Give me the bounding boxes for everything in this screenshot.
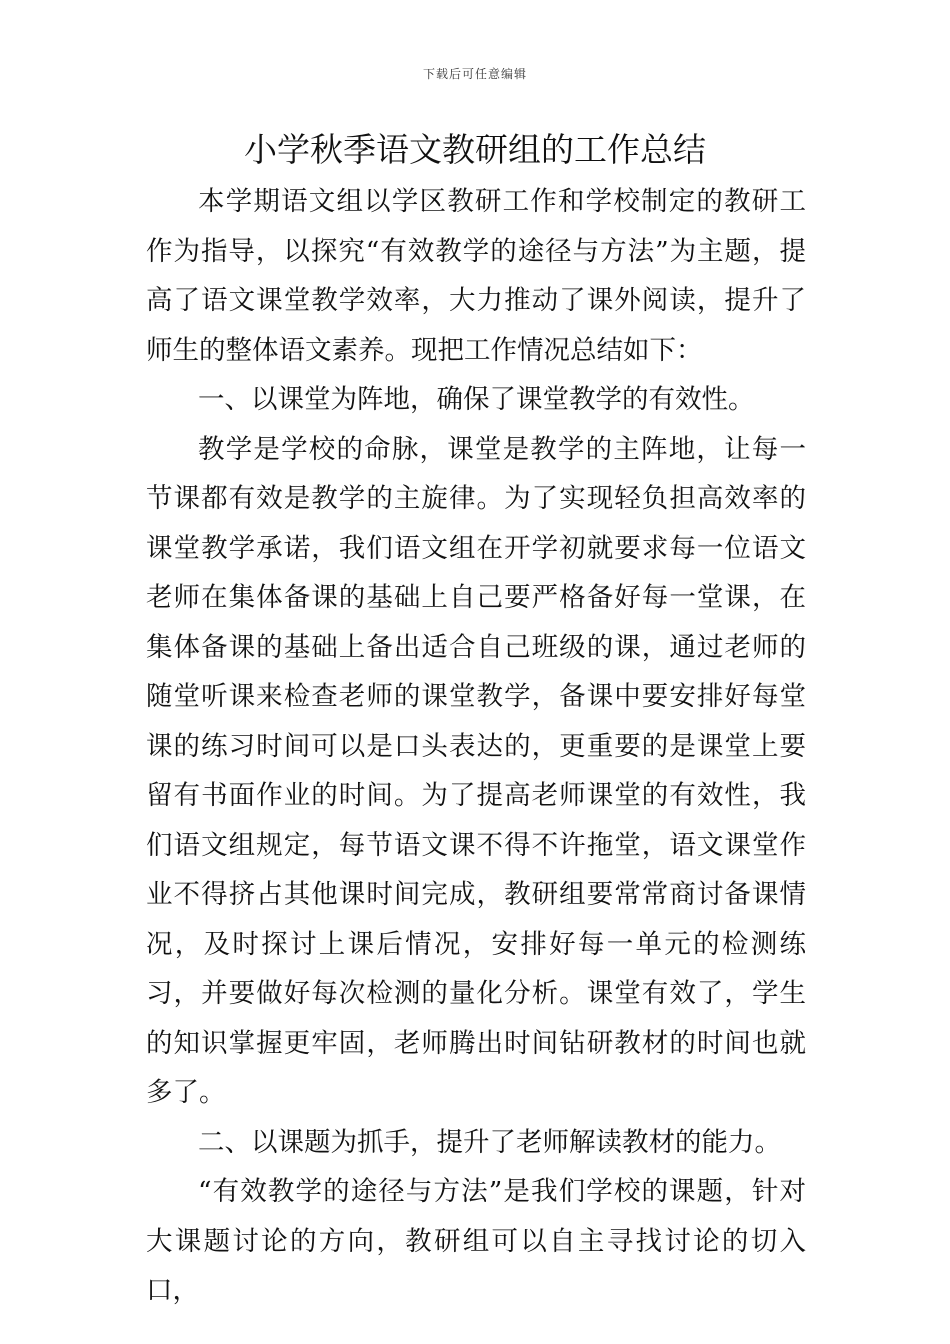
section-1-heading: 一、以课堂为阵地，确保了课堂教学的有效性。 bbox=[198, 384, 755, 415]
section-2-heading: 二、以课题为抓手，提升了老师解读教材的能力。 bbox=[198, 1126, 781, 1158]
section-2-paragraph: “有效教学的途径与方法”是我们学校的课题，针对大课题讨论的方向，教研组可以自主寻找讨论的切入口， bbox=[146, 1176, 806, 1306]
header-note: 下载后可任意编辑 bbox=[422, 67, 527, 81]
section-1-paragraph: 教学是学校的命脉，课堂是教学的主阵地，让每一节课都有效是教学的主旋律。为了实现轻负担高效率的课堂教学承诺，我们语文组在开学初就要求每一位语文老师在集体备课的基础上自己要严格备好每一堂课，在集体备课的基础上备出适合自己班级的课，通过老师的随堂听课来检查老师的课堂教学，备课中要安排好每堂课的练习时间可以是口头表达的，更重要的是课堂上要留有书面作业的时间。为了提高老师课堂的有效性，我们语文组规定，每节语文课不得不许拖堂，语文课堂作业不得挤占其他课时间完成，教研组要常常商讨备课情况，及时探讨上课后情况，安排好每一单元的检测练习，并要做好每次检测的量化分析。课堂有效了，学生的知识掌握更牢固，老师腾出时间钻研教材的时间也就多了。 bbox=[146, 433, 806, 1108]
document-title: 小学秋季语文教研组的工作总结 bbox=[244, 130, 706, 169]
intro-paragraph: 本学期语文组以学区教研工作和学校制定的教研工作为指导，以探究“有效教学的途径与方法”为主题，提高了语文课堂教学效率，大力推动了课外阅读，提升了师生的整体语文素养。现把工作情况总结如下： bbox=[146, 186, 806, 366]
document-body bbox=[146, 177, 806, 1316]
